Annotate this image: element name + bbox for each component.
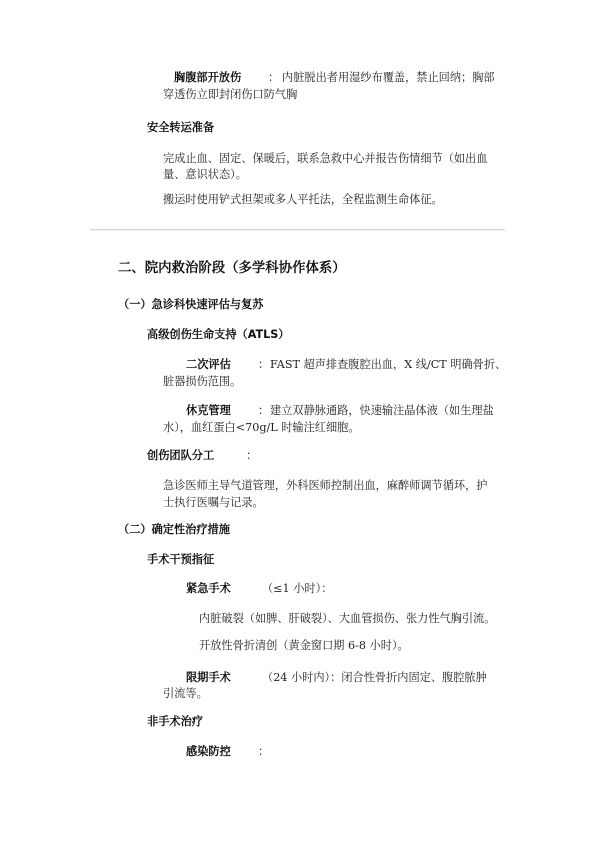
list-item: 内脏破裂（如脾、肝破裂）、大血管损伤、张力性气胸引流。 xyxy=(199,612,496,625)
item-colon: ： xyxy=(258,358,270,371)
paragraph-line: 搬运时使用铲式担架或多人平托法，全程监测生命体征。 xyxy=(163,193,443,206)
item-secondary-title: 二次评估 xyxy=(186,358,231,371)
heading-atls: 高级创伤生命支持（ATLS） xyxy=(147,328,290,341)
item-text-line1: （24 小时内）：闭合性骨折内固定、腹腔脓肿 xyxy=(262,671,487,684)
paragraph-line: 量、意识状态）。 xyxy=(163,168,247,181)
paragraph-line: 完成止血、固定、保暖后，联系急救中心并报告伤情细节（如出血 xyxy=(163,152,488,165)
heading-transport: 安全转运准备 xyxy=(147,121,215,134)
item-colon: ： xyxy=(258,745,270,758)
item-shock-title: 休克管理 xyxy=(186,404,231,417)
item-text-line2: 穿透伤立即封闭伤口防气胸 xyxy=(163,88,298,101)
item-text-line1: 建立双静脉通路，快速输注晶体液（如生理盐 xyxy=(270,404,494,417)
item-colon: ： xyxy=(246,449,258,462)
item-elective-title: 限期手术 xyxy=(186,671,231,684)
section-heading: 二、院内救治阶段（多学科协作体系） xyxy=(118,261,346,276)
item-emergency-timing: （≤1 小时）： xyxy=(262,582,333,595)
item-infection-title: 感染防控 xyxy=(186,745,231,758)
heading-nonop: 非手术治疗 xyxy=(147,715,203,728)
item-colon: ： xyxy=(258,404,270,417)
section-divider xyxy=(90,229,505,231)
item-text-line1: FAST 超声排查腹腔出血，X 线/CT 明确骨折、 xyxy=(270,358,507,371)
item-text-line2: 脏器损伤范围。 xyxy=(163,375,242,388)
item-chest-abdominal-title: 胸腹部开放伤 xyxy=(174,71,242,84)
item-emergency-title: 紧急手术 xyxy=(186,582,231,595)
item-text-line2: 水），血红蛋白<70g/L 时输注红细胞。 xyxy=(163,421,360,434)
item-text-line1: 内脏脱出者用湿纱布覆盖，禁止回纳；胸部 xyxy=(282,71,495,84)
list-item: 开放性骨折清创（黄金窗口期 6-8 小时）。 xyxy=(199,639,409,652)
subsection-heading: （二）确定性治疗措施 xyxy=(118,523,230,536)
item-colon: ： xyxy=(268,71,280,84)
heading-surgery: 手术干预指征 xyxy=(147,553,215,566)
subsection-heading: （一）急诊科快速评估与复苏 xyxy=(118,298,264,311)
heading-team: 创伤团队分工 xyxy=(147,449,215,462)
item-text-line2: 引流等。 xyxy=(163,687,208,700)
paragraph-line: 士执行医嘱与记录。 xyxy=(163,496,264,509)
paragraph-line: 急诊医师主导气道管理，外科医师控制出血，麻醉师调节循环，护 xyxy=(163,479,488,492)
